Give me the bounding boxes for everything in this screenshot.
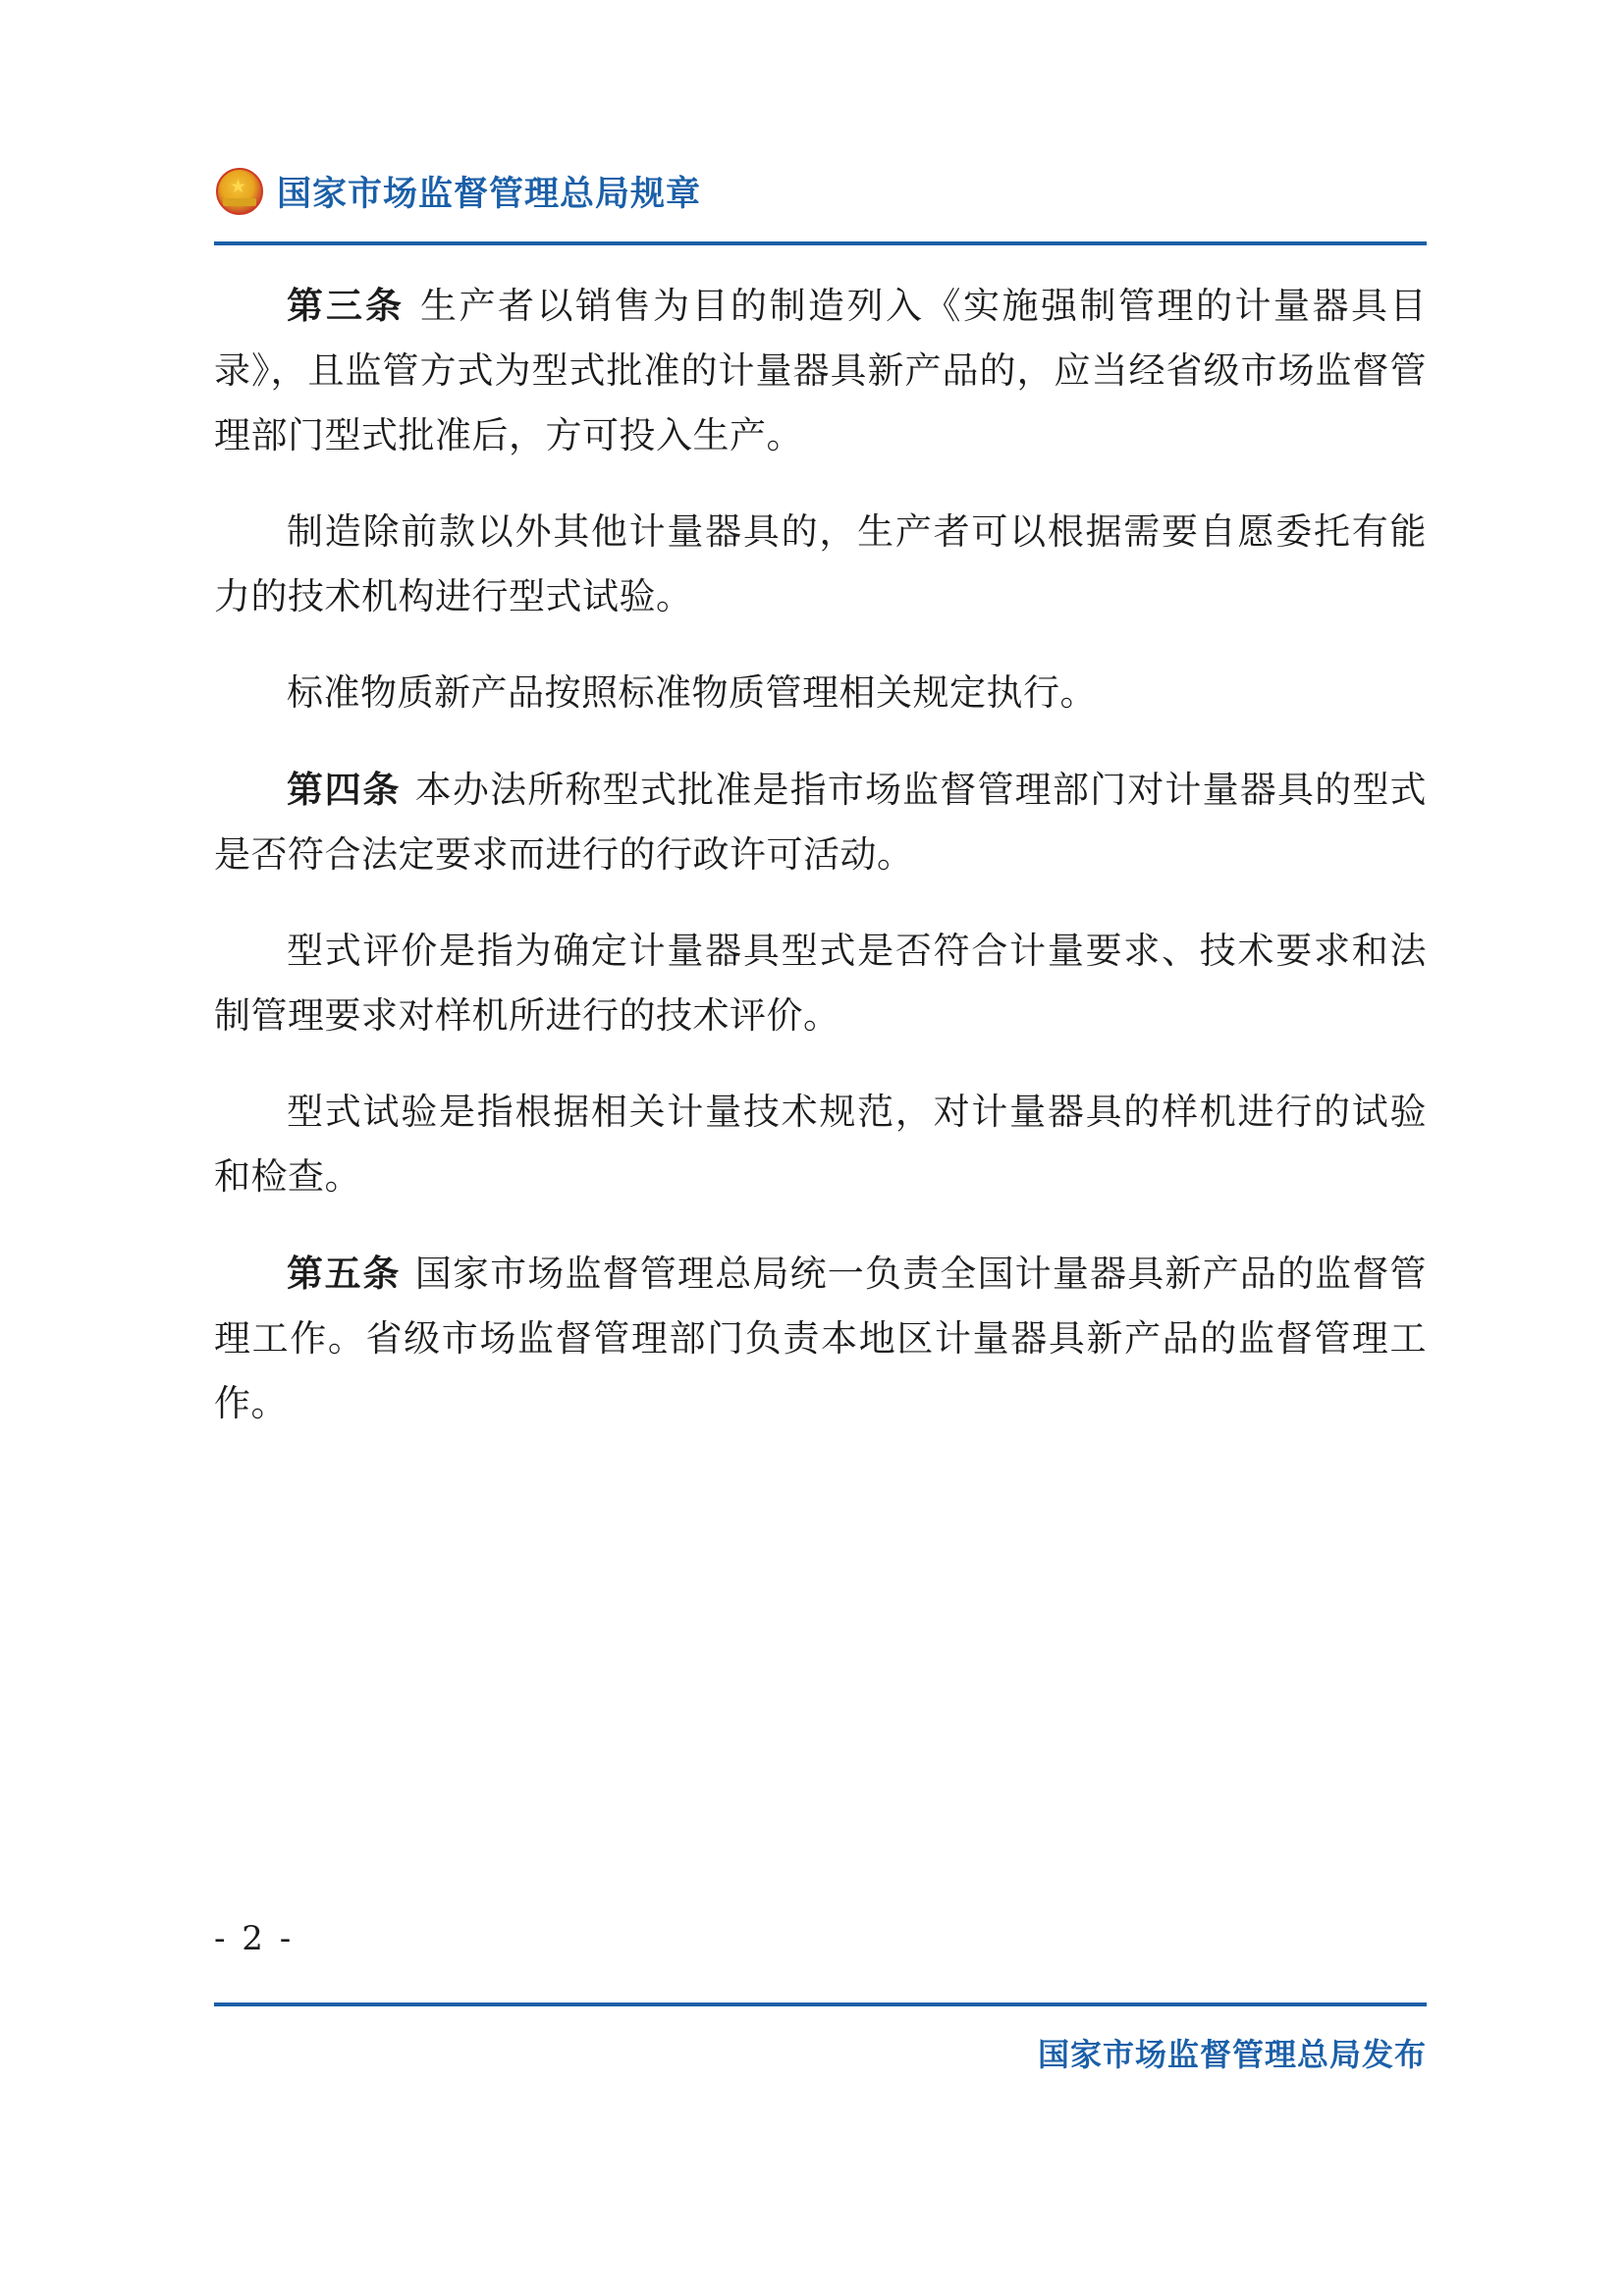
emblem-base	[223, 198, 256, 206]
emblem-star: ★	[230, 176, 247, 197]
paragraph-2-text: 制造除前款以外其他计量器具的，生产者可以根据需要自愿委托有能力的技术机构进行型式试验。	[214, 510, 1427, 617]
document-header	[214, 157, 1427, 251]
paragraph-article-4	[214, 757, 1427, 887]
document-body	[214, 273, 1427, 1468]
header-row	[214, 157, 1427, 226]
paragraph-article-3	[214, 273, 1427, 468]
paragraph-6-text: 型式试验是指根据相关计量技术规范，对计量器具的样机进行的试验和检查。	[214, 1091, 1427, 1198]
paragraph-6	[214, 1080, 1427, 1209]
article-text-4: 本办法所称型式批准是指市场监督管理部门对计量器具的型式是否符合法定要求而进行的行政许可活动。	[214, 769, 1428, 876]
header-title: 国家市场监督管理总局规章	[277, 175, 702, 214]
article-text-3: 生产者以销售为目的制造列入《实施强制管理的计量器具目录》，且监管方式为型式批准的计量器具新产品的，应当经省级市场监督管理部门型式批准后，方可投入生产。	[214, 285, 1427, 456]
paragraph-2	[214, 500, 1427, 629]
footer-divider	[214, 2002, 1427, 2006]
paragraph-3-text: 标准物质新产品按照标准物质管理相关规定执行。	[287, 671, 1097, 714]
article-label-3: 第三条	[287, 284, 405, 327]
article-label-4: 第四条	[287, 768, 402, 811]
paragraph-5-text: 型式评价是指为确定计量器具型式是否符合计量要求、技术要求和法制管理要求对样机所进行的技术评价。	[214, 930, 1427, 1037]
paragraph-article-5	[214, 1241, 1427, 1436]
article-label-5: 第五条	[287, 1252, 402, 1295]
footer-issuer: 国家市场监督管理总局发布	[1037, 2036, 1427, 2073]
national-emblem-icon	[214, 166, 265, 217]
paragraph-5	[214, 919, 1427, 1048]
header-divider	[214, 241, 1427, 245]
article-text-5: 国家市场监督管理总局统一负责全国计量器具新产品的监督管理工作。省级市场监督管理部门负责本地区计量器具新产品的监督管理工作。	[214, 1253, 1428, 1424]
page-number: - 2 -	[214, 1919, 295, 1958]
paragraph-3	[214, 661, 1427, 725]
